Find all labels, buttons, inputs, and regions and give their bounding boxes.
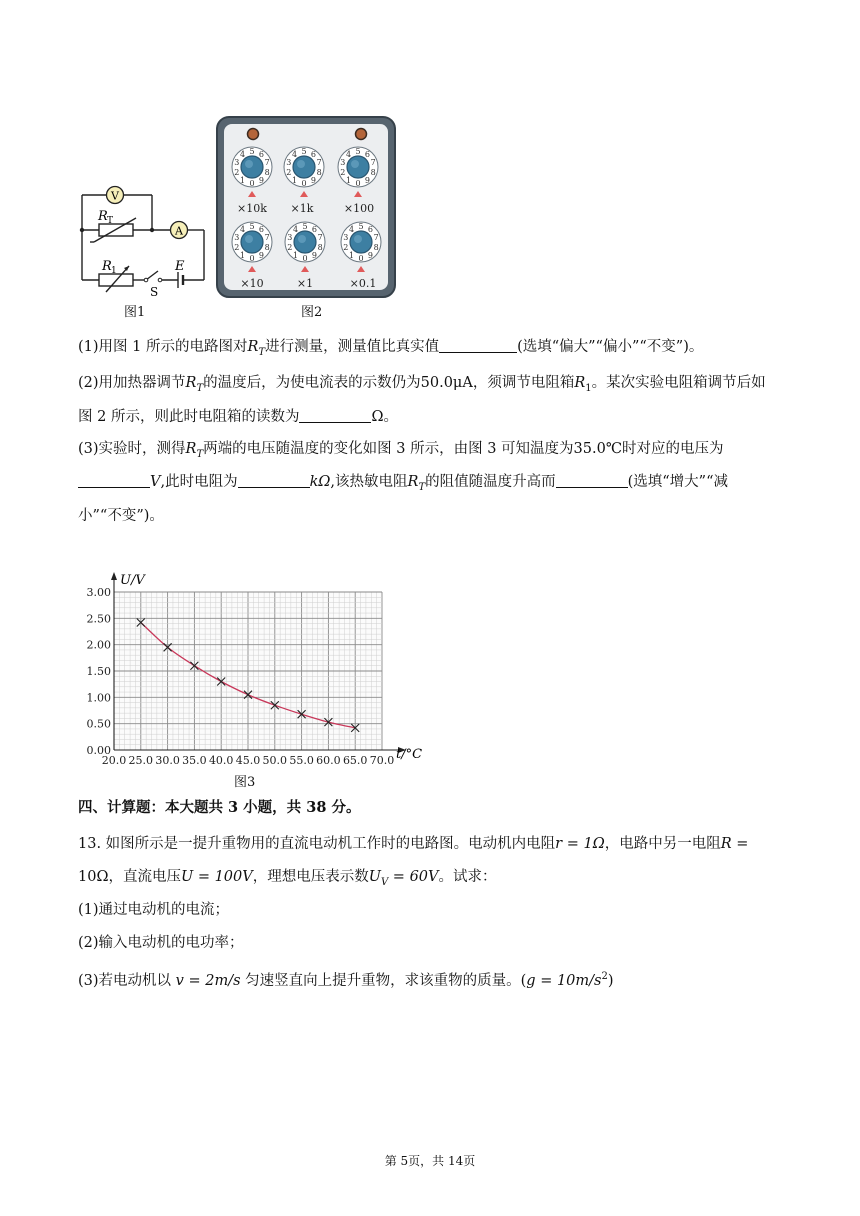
figure-3-caption: 图3 bbox=[234, 775, 256, 790]
dial-digit: 6 bbox=[364, 150, 370, 160]
problem-13-line-2 bbox=[78, 866, 798, 894]
q3-line2-text-f: (选填“增大”“减 bbox=[627, 474, 729, 490]
q3-line2-text-b: ,此时电阻为 bbox=[160, 474, 238, 490]
r1-label: R bbox=[102, 259, 112, 274]
p13-internal-resistance: r = 1Ω bbox=[555, 836, 605, 852]
dial-digit: 6 bbox=[258, 225, 264, 235]
p13-resistance-value: 10Ω bbox=[78, 869, 109, 885]
dial-digit: 7 bbox=[370, 158, 376, 168]
dial-digit: 5 bbox=[355, 147, 361, 156]
q2-text-d: 。某次实验电阻箱调节后如 bbox=[591, 375, 766, 391]
p13-text-c: ，直流电压 bbox=[108, 869, 181, 885]
page-footer: 第 5页，共 14页 bbox=[384, 1154, 476, 1168]
q3-temperature-value: 35.0℃ bbox=[573, 441, 623, 457]
x-tick-label: 30.0 bbox=[155, 754, 180, 767]
q3-trend-blank[interactable] bbox=[556, 472, 628, 488]
dial-digit: 7 bbox=[264, 233, 270, 243]
q2-var: R bbox=[185, 375, 197, 391]
q3-line2-var: R bbox=[407, 474, 419, 490]
p13-voltmeter-value: = 60V bbox=[388, 869, 439, 885]
q3-text-b: 两端的电压随温度的变化如图 3 所示，由图 3 可知温度为 bbox=[203, 441, 574, 457]
dial-digit: 5 bbox=[301, 147, 307, 156]
dial-digit: 9 bbox=[364, 175, 370, 185]
dial-digit: 2 bbox=[234, 167, 240, 177]
q2-line2-text-b: Ω。 bbox=[371, 409, 398, 425]
dial-digit: 4 bbox=[346, 150, 352, 160]
problem-13-sub-1: (1)通过电动机的电流； bbox=[78, 902, 230, 918]
question-1 bbox=[78, 336, 798, 364]
dial-digit: 1 bbox=[346, 175, 352, 185]
dial-digit: 8 bbox=[373, 242, 379, 252]
dial-digit: 9 bbox=[258, 175, 264, 185]
y-tick-label: 3.00 bbox=[86, 586, 111, 599]
q1-text-b: 进行测量，测量值比真实值 bbox=[265, 339, 440, 355]
dial-label-10k: ×10k bbox=[237, 202, 267, 215]
question-3-line-2 bbox=[78, 471, 798, 499]
problem-13-sub-2: (2)输入电动机的电功率； bbox=[78, 935, 244, 951]
p13-gravity-exp: 2 bbox=[601, 971, 608, 982]
question-2-line-1 bbox=[78, 372, 798, 400]
dial-digit: 9 bbox=[367, 250, 373, 260]
p13-sub3-text-b: 匀速竖直向上提升重物，求该重物的质量。( bbox=[245, 972, 527, 989]
dial-digit: 8 bbox=[316, 167, 322, 177]
q2-current-value: 50.0μA bbox=[420, 375, 473, 391]
problem-13-sub-3 bbox=[78, 966, 798, 992]
dial-digit: 4 bbox=[349, 225, 355, 235]
q3-var-sub: T bbox=[196, 448, 204, 460]
dial-digit: 2 bbox=[287, 242, 293, 252]
dial-digit: 1 bbox=[240, 250, 246, 260]
p13-gravity: g = 10m/s bbox=[526, 972, 602, 989]
dial-digit: 4 bbox=[240, 150, 246, 160]
y-tick-label: 1.00 bbox=[86, 691, 111, 705]
dial-digit: 8 bbox=[264, 242, 270, 252]
x-tick-label: 50.0 bbox=[262, 754, 288, 767]
x-tick-label: 20.0 bbox=[101, 754, 127, 767]
figure-2-caption: 图2 bbox=[301, 305, 323, 320]
dial-digit: 0 bbox=[301, 179, 307, 188]
dial-digit: 0 bbox=[249, 254, 255, 263]
q3-voltage-blank[interactable] bbox=[78, 472, 150, 488]
section-title: 四、计算题：本大题共 3 小题，共 38 分。 bbox=[78, 799, 361, 816]
q2-var-sub: T bbox=[196, 382, 204, 394]
rt-label-sub: T bbox=[107, 216, 114, 226]
p13-velocity: v = 2m/s bbox=[175, 972, 241, 989]
dial-label-100: ×100 bbox=[343, 202, 375, 215]
q2-text-a: (2)用加热器调节 bbox=[78, 375, 186, 391]
q3-line3-text: 小”“不变”)。 bbox=[78, 508, 164, 524]
q1-var-sub: T bbox=[258, 346, 266, 358]
dial-digit: 0 bbox=[358, 254, 364, 263]
p13-sub3-text-c: ) bbox=[607, 972, 614, 989]
dial-digit: 2 bbox=[234, 242, 240, 252]
q3-line2-text-d: ,该热敏电阻 bbox=[330, 474, 408, 490]
dial-digit: 8 bbox=[264, 167, 270, 177]
question-2-line-2 bbox=[78, 406, 798, 428]
q3-text-a: (3)实验时，测得 bbox=[78, 441, 186, 457]
q3-resistance-blank[interactable] bbox=[238, 472, 310, 488]
q1-var: R bbox=[247, 339, 259, 355]
dial-digit: 2 bbox=[286, 167, 292, 177]
dial-digit: 7 bbox=[316, 158, 322, 168]
dial-digit: 7 bbox=[264, 158, 270, 168]
dial-digit: 8 bbox=[370, 167, 376, 177]
dial-label-10: ×10 bbox=[240, 277, 264, 290]
rt-label: R bbox=[98, 209, 108, 224]
dial-digit: 5 bbox=[249, 147, 255, 156]
dial-digit: 9 bbox=[258, 250, 264, 260]
q1-answer-blank[interactable] bbox=[439, 337, 517, 353]
voltmeter-label: V bbox=[111, 189, 119, 203]
p13-text-b: ，电路中另一电阻 bbox=[604, 836, 721, 852]
dial-digit: 5 bbox=[249, 222, 255, 231]
dial-digit: 3 bbox=[286, 158, 292, 168]
x-tick-label: 65.0 bbox=[342, 754, 368, 767]
q1-text-c: (选填“偏大”“偏小”“不变”)。 bbox=[517, 339, 704, 355]
dial-digit: 4 bbox=[240, 225, 246, 235]
p13-text-a: 13. 如图所示是一提升重物用的直流电动机工作时的电路图。电动机内电阻 bbox=[78, 836, 556, 852]
r1-label-sub: 1 bbox=[111, 266, 117, 276]
q1-text-a: (1)用图 1 所示的电路图对 bbox=[78, 339, 248, 355]
x-tick-label: 45.0 bbox=[235, 754, 261, 767]
dial-digit: 3 bbox=[234, 158, 240, 168]
figure-2-resistance-box bbox=[215, 115, 397, 300]
ammeter-label: A bbox=[175, 224, 183, 238]
dial-digit: 6 bbox=[258, 150, 264, 160]
p13-text-d: ，理想电压表示数 bbox=[252, 869, 369, 885]
dial-digit: 5 bbox=[302, 222, 308, 231]
dial-digit: 7 bbox=[373, 233, 379, 243]
dial-digit: 3 bbox=[234, 233, 240, 243]
dial-digit: 3 bbox=[343, 233, 349, 243]
figure-1-caption: 图1 bbox=[124, 305, 146, 320]
p13-voltage: U = 100V bbox=[180, 869, 253, 885]
dial-digit: 0 bbox=[355, 179, 361, 188]
emf-label: E bbox=[175, 259, 185, 274]
dial-label-1k: ×1k bbox=[290, 202, 314, 215]
dial-digit: 4 bbox=[292, 150, 298, 160]
dial-digit: 2 bbox=[340, 167, 346, 177]
x-tick-label: 70.0 bbox=[369, 754, 395, 767]
dial-digit: 0 bbox=[249, 179, 255, 188]
q2-text-b: 的温度后，为使电流表的示数仍为 bbox=[203, 375, 421, 391]
dial-digit: 6 bbox=[367, 225, 373, 235]
dial-digit: 6 bbox=[311, 225, 317, 235]
y-tick-label: 2.00 bbox=[86, 638, 111, 652]
y-tick-label: 2.50 bbox=[86, 612, 111, 626]
x-tick-label: 25.0 bbox=[128, 754, 154, 767]
dial-digit: 1 bbox=[293, 250, 299, 260]
y-tick-label: 0.50 bbox=[86, 717, 111, 731]
dial-digit: 8 bbox=[317, 242, 323, 252]
dial-label-0-1: ×0.1 bbox=[349, 277, 377, 290]
x-tick-label: 60.0 bbox=[316, 754, 341, 767]
dial-digit: 6 bbox=[310, 150, 316, 160]
x-tick-label: 40.0 bbox=[208, 754, 234, 767]
q2-var2-sub: 1 bbox=[585, 382, 592, 394]
q2-var2: R bbox=[574, 375, 586, 391]
q3-unit-v: V bbox=[150, 474, 161, 490]
dial-digit: 7 bbox=[317, 233, 323, 243]
x-tick-label: 55.0 bbox=[289, 754, 314, 767]
dial-digit: 3 bbox=[340, 158, 346, 168]
question-3-line-3 bbox=[78, 505, 798, 527]
question-3-line-1 bbox=[78, 438, 798, 466]
dial-digit: 5 bbox=[358, 222, 364, 231]
dial-digit: 1 bbox=[292, 175, 298, 185]
dial-digit: 2 bbox=[343, 242, 349, 252]
dial-digit: 0 bbox=[302, 254, 308, 263]
dial-digit: 3 bbox=[287, 233, 293, 243]
y-tick-label: 1.50 bbox=[86, 665, 111, 678]
q2-text-c: ，须调节电阻箱 bbox=[472, 375, 575, 391]
q3-line2-var-sub: T bbox=[418, 481, 426, 493]
q2-answer-blank[interactable] bbox=[299, 407, 371, 423]
dial-digit: 9 bbox=[310, 175, 316, 185]
p13-text-e: 。试求： bbox=[438, 869, 497, 885]
figure-1-circuit bbox=[74, 180, 214, 320]
q3-unit-kohm: kΩ bbox=[309, 474, 331, 490]
p13-sub3-text-a: (3)若电动机以 bbox=[78, 972, 172, 989]
dial-digit: 1 bbox=[349, 250, 355, 260]
dial-digit: 1 bbox=[240, 175, 246, 185]
x-tick-label: 35.0 bbox=[182, 754, 207, 767]
q3-var: R bbox=[185, 441, 197, 457]
y-tick-label: 0.00 bbox=[86, 744, 111, 757]
problem-13-line-1 bbox=[78, 833, 798, 855]
q2-line2-text-a: 图 2 所示，则此时电阻箱的读数为 bbox=[78, 409, 300, 425]
y-axis-label: U/V bbox=[120, 573, 145, 588]
dial-digit: 9 bbox=[311, 250, 317, 260]
p13-voltmeter-sub: V bbox=[380, 876, 389, 888]
q3-text-c: 时对应的电压为 bbox=[622, 441, 724, 457]
p13-resistance-r: R = bbox=[720, 836, 749, 852]
dial-label-1: ×1 bbox=[296, 277, 314, 290]
q3-line2-text-e: 的阻值随温度升高而 bbox=[425, 474, 556, 490]
x-axis-label: t/°C bbox=[396, 747, 423, 762]
switch-label: S bbox=[150, 285, 159, 299]
y-axis-arrow bbox=[111, 572, 117, 580]
p13-voltmeter-var: U bbox=[368, 869, 381, 885]
figure-3-chart bbox=[84, 570, 444, 785]
dial-digit: 4 bbox=[293, 225, 299, 235]
